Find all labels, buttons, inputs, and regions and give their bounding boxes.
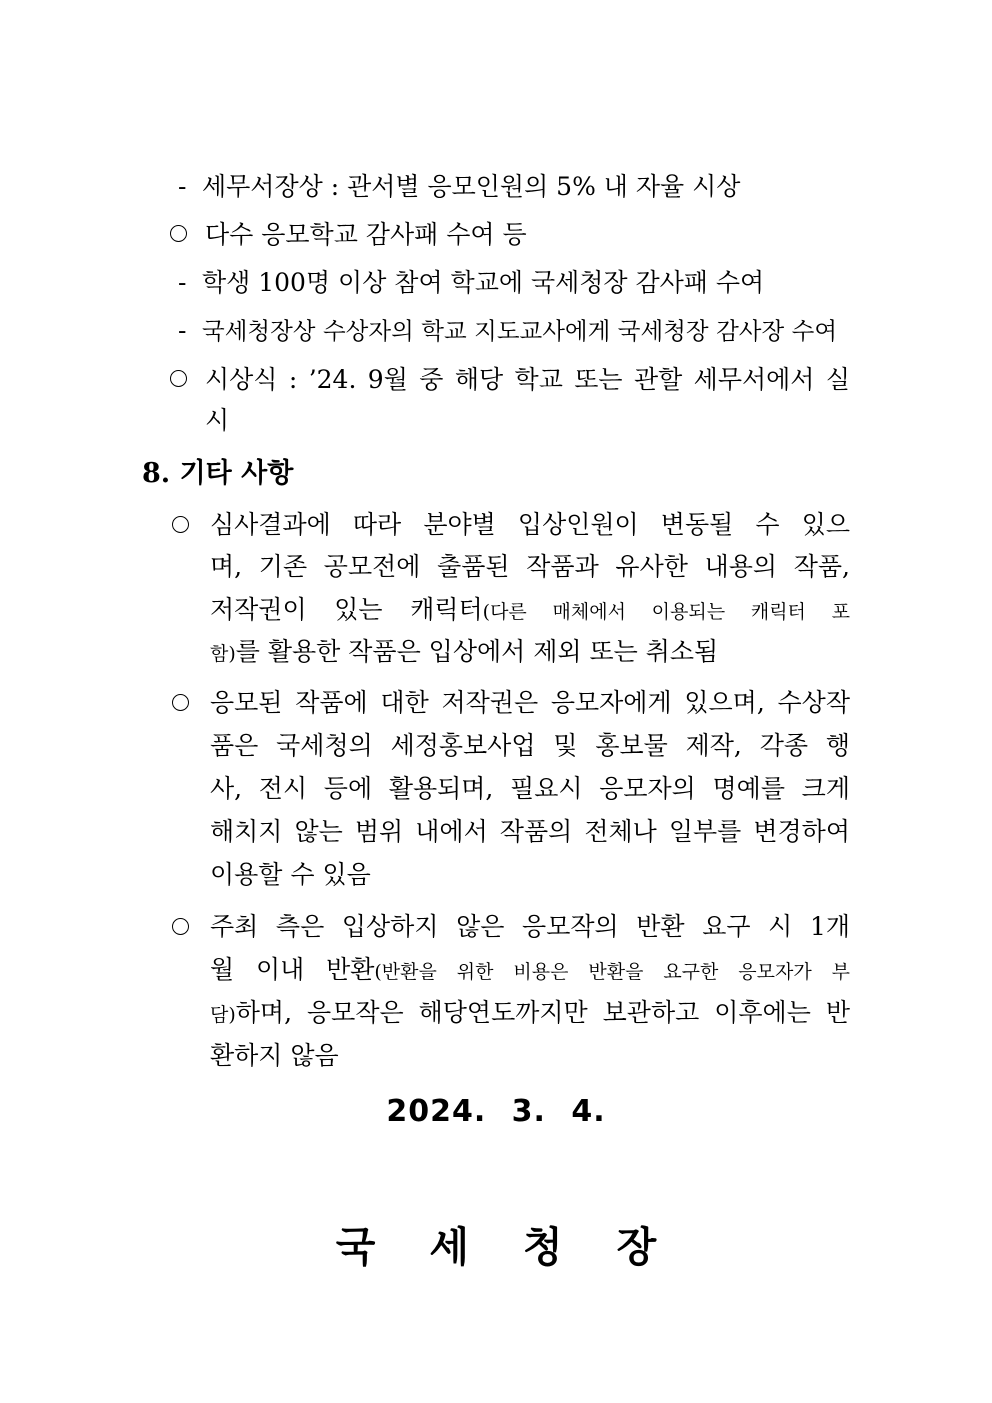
para1-line3-main: 저작권이 있는 캐릭터 — [210, 595, 483, 624]
circle-bullet-icon — [172, 516, 189, 533]
sub-item-teacher-certificate: 국세청장상 수상자의 학교 지도교사에게 국세청장 감사장 수여 — [202, 317, 838, 345]
circle-bullet-icon — [170, 370, 187, 387]
sub-item-tax-office-award: 세무서장상 : 관서별 응모인원의 5% 내 자율 시상 — [202, 172, 741, 201]
para1-line4-small: 함) — [210, 643, 236, 665]
document-date: 2024. 3. 4. — [386, 1094, 606, 1129]
para2-line5: 이용할 수 있음 — [210, 860, 371, 889]
para3-line3 — [210, 996, 850, 1032]
para2-line4: 해치지 않는 범위 내에서 작품의 전체나 일부를 변경하여 — [210, 817, 850, 846]
dash-bullet: - — [178, 268, 187, 297]
para3-line3-small: 담) — [210, 1004, 236, 1026]
para2-line3: 사, 전시 등에 활용되며, 필요시 응모자의 명예를 크게 — [210, 774, 850, 803]
circle-bullet-icon — [170, 225, 187, 242]
para3-line2-small: (반환을 위한 비용은 반환을 요구한 응모자가 부 — [374, 961, 850, 983]
para3-line3-main: 하며, 응모작은 해당연도까지만 보관하고 이후에는 반 — [235, 998, 850, 1027]
issuing-agency: 국세청장 — [335, 1223, 711, 1271]
circle-bullet-icon — [172, 918, 189, 935]
para1-line2: 며, 기존 공모전에 출품된 작품과 유사한 내용의 작품, — [210, 552, 850, 581]
sub-item-school-plaque: 학생 100명 이상 참여 학교에 국세청장 감사패 수여 — [202, 268, 765, 297]
para3-line2 — [210, 953, 850, 989]
dash-bullet: - — [178, 316, 187, 345]
para1-line3-small: (다른 매체에서 이용되는 캐릭터 포 — [482, 601, 850, 623]
para3-line2-main: 월 이내 반환 — [210, 955, 375, 984]
para1-line4 — [210, 635, 718, 671]
para1-line4-main: 를 활용한 작품은 입상에서 제외 또는 취소됨 — [235, 637, 719, 666]
dash-bullet: - — [178, 172, 187, 201]
para3-line1: 주최 측은 입상하지 않은 응모작의 반환 요구 시 1개 — [210, 912, 850, 941]
para2-line2: 품은 국세청의 세정홍보사업 및 홍보물 제작, 각종 행 — [210, 731, 850, 760]
item-ceremony-line2: 시 — [205, 406, 230, 435]
para1-line3 — [210, 593, 850, 629]
para2-line1: 응모된 작품에 대한 저작권은 응모자에게 있으며, 수상작 — [210, 688, 850, 717]
circle-bullet-icon — [172, 694, 189, 711]
para3-line4: 환하지 않음 — [210, 1041, 339, 1070]
item-school-plaque: 다수 응모학교 감사패 수여 등 — [205, 220, 527, 249]
para1-line1: 심사결과에 따라 분야별 입상인원이 변동될 수 있으 — [210, 510, 850, 539]
section-heading-other-matters: 8. 기타 사항 — [142, 458, 294, 489]
item-ceremony-line1: 시상식 : ’24. 9월 중 해당 학교 또는 관할 세무서에서 실 — [205, 365, 850, 394]
